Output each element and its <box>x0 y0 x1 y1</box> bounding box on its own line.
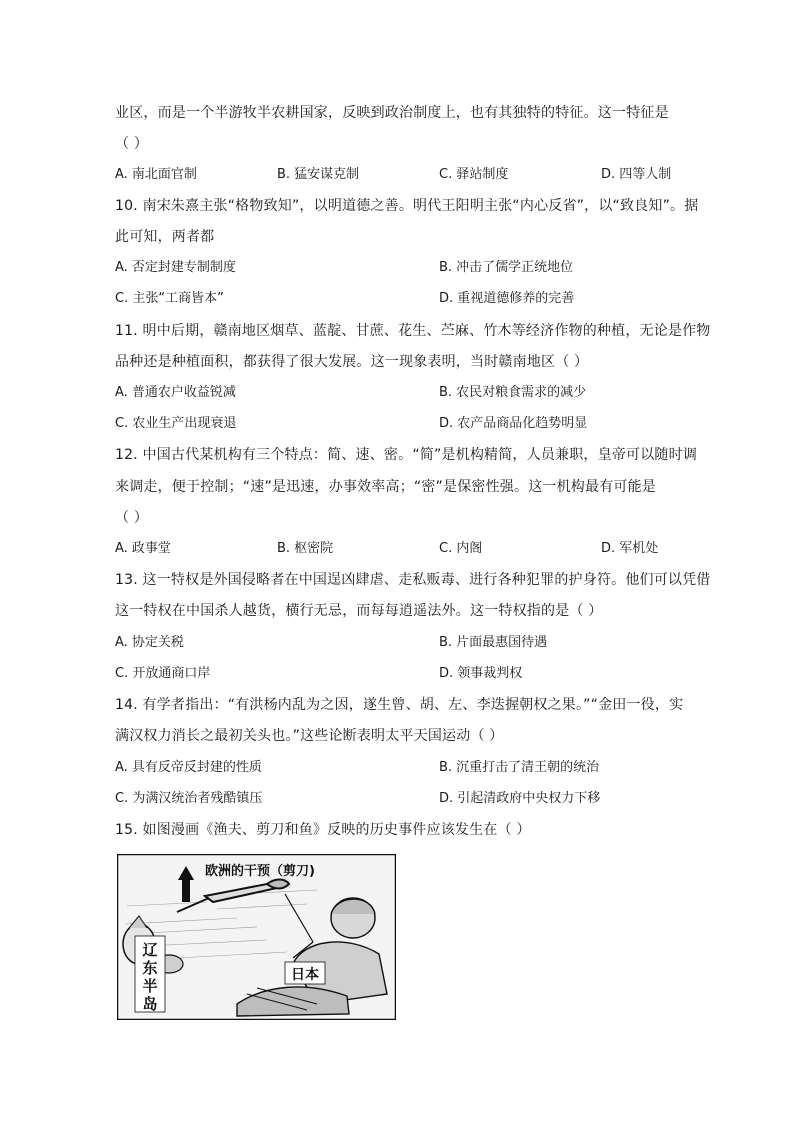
cartoon-label-liaodong-2: 东 <box>142 959 158 977</box>
q12-stem-line2: 来调走，便于控制；“速”是迅速，办事效率高；“密”是保密性强。这一机构最有可能是 <box>115 479 657 495</box>
q11-option-d: D. 农产品商品化趋势明显 <box>439 416 588 431</box>
q12-option-b: B. 枢密院 <box>277 541 334 556</box>
q11-option-a: A. 普通农户收益锐减 <box>115 385 236 400</box>
q14-option-c: C. 为满汉统治者残酷镇压 <box>115 791 263 806</box>
q13-stem-line2: 这一特权在中国杀人越货，横行无忌，而每每逍遥法外。这一特权指的是（ ） <box>115 603 603 619</box>
q9-stem-line2: （ ） <box>115 136 149 152</box>
q11-stem-line2: 品种还是种植面积，都获得了很大发展。这一现象表明，当时赣南地区（ ） <box>115 354 589 370</box>
cartoon-label-liaodong-1: 辽 <box>142 941 158 959</box>
q10-option-d: D. 重视道德修养的完善 <box>439 291 575 306</box>
q11-option-c: C. 农业生产出现衰退 <box>115 416 237 431</box>
q10-stem-line1: 10. 南宋朱熹主张“格物致知”，以明道德之善。明代王阳明主张“内心反省”，以“致良知”。据 <box>115 198 699 214</box>
fisherman-scissors-fish-cartoon <box>117 854 396 1020</box>
q12-stem-line3: （ ） <box>115 510 149 526</box>
q15-stem-line1: 15. 如图漫画《渔夫、剪刀和鱼》反映的历史事件应该发生在（ ） <box>115 822 531 838</box>
q13-option-a: A. 协定关税 <box>115 635 184 650</box>
q14-option-b: B. 沉重打击了清王朝的统治 <box>439 760 600 775</box>
cartoon-label-liaodong-3: 半 <box>142 977 158 995</box>
q9-option-c: C. 驿站制度 <box>439 167 509 182</box>
q10-option-a: A. 否定封建专制制度 <box>115 260 236 275</box>
q13-option-d: D. 领事裁判权 <box>439 666 523 681</box>
q14-stem-line2: 满汉权力消长之最初关头也。”这些论断表明太平天国运动（ ） <box>115 728 504 744</box>
q14-option-d: D. 引起清政府中央权力下移 <box>439 791 601 806</box>
q11-stem-line1: 11. 明中后期，赣南地区烟草、蓝靛、甘蔗、花生、苎麻、竹木等经济作物的种植，无论是作物 <box>115 323 711 339</box>
q9-option-a: A. 南北面官制 <box>115 167 197 182</box>
q12-option-a: A. 政事堂 <box>115 541 171 556</box>
q13-option-c: C. 开放通商口岸 <box>115 666 211 681</box>
q10-stem-line2: 此可知，两者都 <box>115 229 215 245</box>
q9-option-d: D. 四等人制 <box>601 167 672 182</box>
q13-option-b: B. 片面最惠国待遇 <box>439 635 548 650</box>
q14-option-a: A. 具有反帝反封建的性质 <box>115 760 262 775</box>
q14-stem-line1: 14. 有学者指出：“有洪杨内乱为之因，遂生曾、胡、左、李迭握朝权之果。”“金田一役，实 <box>115 697 684 713</box>
cartoon-label-liaodong-4: 岛 <box>142 995 158 1013</box>
q10-option-b: B. 冲击了儒学正统地位 <box>439 260 574 275</box>
cartoon-label-japan: 日本 <box>291 967 319 983</box>
q11-option-b: B. 农民对粮食需求的减少 <box>439 385 587 400</box>
q9-option-b: B. 猛安谋克制 <box>277 167 360 182</box>
q12-option-d: D. 军机处 <box>601 541 659 556</box>
q12-stem-line1: 12. 中国古代某机构有三个特点：简、速、密。“简”是机构精简，人员兼职，皇帝可以随时调 <box>115 447 698 463</box>
cartoon-label-europe: 欧洲的干预（剪刀) <box>205 864 315 879</box>
q12-option-c: C. 内阁 <box>439 541 483 556</box>
q13-stem-line1: 13. 这一特权是外国侵略者在中国逞凶肆虐、走私贩毒、进行各种犯罪的护身符。他们可以凭借 <box>115 572 711 588</box>
q10-option-c: C. 主张“工商皆本” <box>115 291 224 306</box>
q9-stem-line1: 业区，而是一个半游牧半农耕国家，反映到政治制度上，也有其独特的特征。这一特征是 <box>115 105 669 121</box>
